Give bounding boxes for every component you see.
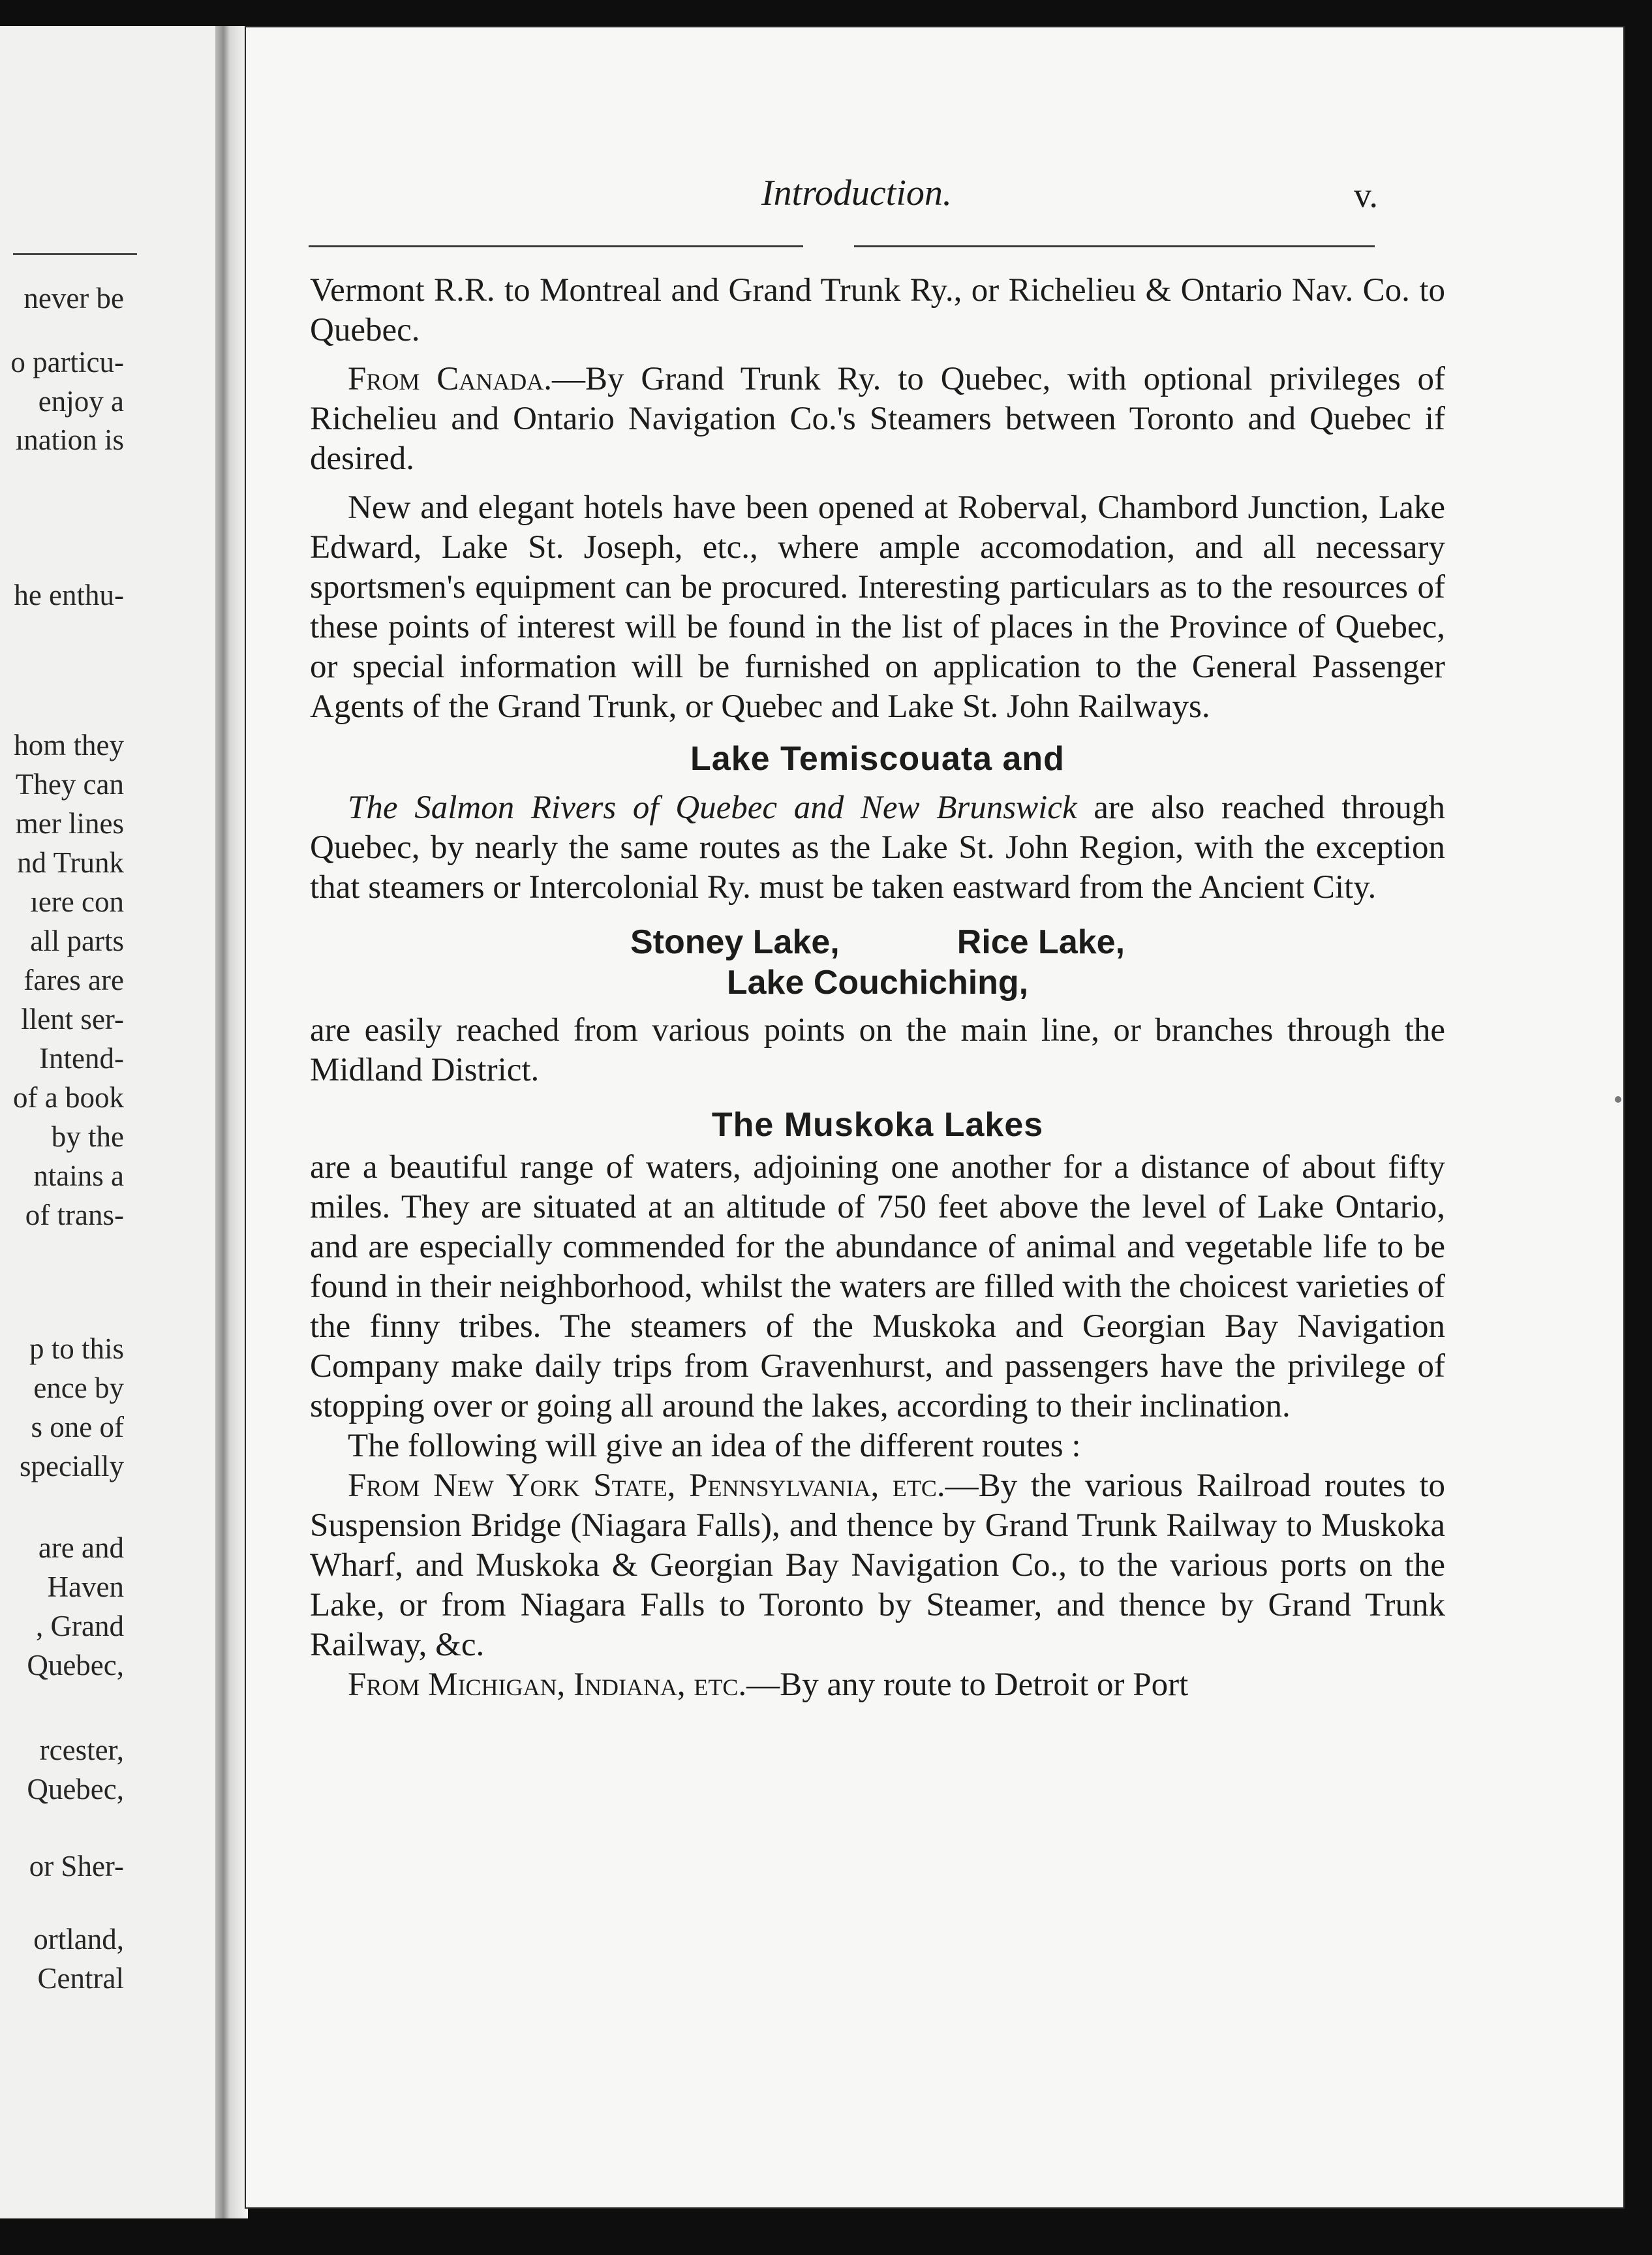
left-page-line: rcester,: [39, 1734, 124, 1766]
route-text-michigan: —By any route to Detroit or Port: [746, 1666, 1189, 1703]
left-page-line: fares are: [23, 964, 124, 996]
heading-muskoka-lakes: The Muskoka Lakes: [711, 1106, 1044, 1144]
left-page-line: Intend-: [39, 1042, 124, 1075]
salmon-rivers-text: are also reached through Quebec, by nearly the same routes as the Lake St. John Region, with the exception that steamers or Intercolonial Ry. must be taken eastward from the Ancient City.: [310, 790, 1445, 906]
left-page-line: specially: [20, 1450, 124, 1482]
heading-stoney-lake: Stoney Lake,: [630, 923, 840, 961]
paragraph-muskoka: are a beautiful range of waters, adjoining one another for a distance of about fifty miles. They are situated at an altitude of 750 feet above the level of Lake Ontario, and are especially commended for the abundance of animal and vegetable life to be found in their neighborhood, whilst the waters are filled with the choicest varieties of the finny tribes. The steamers of the Muskoka and Georgian Bay Navigation Company make daily trips from Gravenhurst, and passengers have the privilege of stopping over or going all around the lakes, according to their inclination.: [310, 1149, 1445, 1424]
left-page-line: or Sher-: [29, 1850, 124, 1882]
left-page-line: hom they: [14, 729, 124, 761]
left-page-line: o particu-: [10, 346, 124, 378]
route-lead-michigan: From Michigan, Indiana, etc.: [348, 1666, 747, 1703]
running-header: Introduction.: [761, 173, 952, 213]
page-number: v.: [1354, 176, 1378, 215]
paragraph-midland: are easily reached from various points on the main line, or branches through the Midland District.: [310, 1012, 1445, 1088]
heading-rice-lake: Rice Lake,: [956, 923, 1125, 961]
left-page-line: llent ser-: [21, 1003, 124, 1035]
left-page-line: ortland,: [33, 1923, 124, 1956]
left-page-line: ntains a: [33, 1159, 124, 1192]
left-page-line: mer lines: [15, 807, 124, 840]
header-rule-left: [309, 245, 803, 247]
print-speck: [1615, 1096, 1621, 1103]
left-page-line: Haven: [47, 1571, 124, 1603]
heading-lakes-row: [310, 922, 1445, 962]
left-page-line: by the: [51, 1120, 124, 1153]
left-page-line: of a book: [13, 1081, 124, 1114]
left-page-line: all parts: [30, 925, 124, 957]
paragraph-vermont: Vermont R.R. to Montreal and Grand Trunk Ry., or Richelieu & Ontario Nav. Co. to Quebec.: [310, 272, 1445, 348]
left-page-line: never be: [23, 282, 124, 314]
paragraph-from-canada: [310, 360, 1445, 479]
route-lead-canada: From Canada: [348, 361, 544, 397]
left-page-line: ıere con: [30, 885, 124, 918]
header-rule-right: [854, 245, 1375, 247]
left-page-line: Quebec,: [27, 1773, 124, 1805]
left-page-line: ence by: [33, 1372, 124, 1404]
route-text-new-york: —By the various Railroad routes to Suspension Bridge (Niagara Falls), and thence by Grand Trunk Railway to Muskoka Wharf, and Muskoka & Georgian Bay Navigation Co., to the various ports on the Lake, or from Niagara Falls to Toronto by Steamer, and thence by Grand Trunk Railway, &c.: [310, 1467, 1445, 1663]
left-page-line: nd Trunk: [17, 846, 124, 879]
left-page-line: , Grand: [36, 1610, 124, 1642]
left-page-line: p to this: [29, 1332, 124, 1365]
paragraph-routes-intro: The following will give an idea of the different routes :: [348, 1428, 1081, 1464]
heading-lake-couchiching: Lake Couchiching,: [726, 964, 1029, 1002]
route-lead-new-york: From New York State, Pennsylvania, etc.: [348, 1467, 945, 1504]
left-page-line: are and: [38, 1531, 124, 1564]
left-page-line: ınation is: [15, 423, 124, 456]
left-page-line: enjoy a: [38, 385, 124, 418]
page-body: [310, 271, 1445, 1705]
left-page-line: Quebec,: [27, 1649, 124, 1681]
book-page: [245, 26, 1625, 2209]
route-text-canada: .—By Grand Trunk Ry. to Quebec, with optional privileges of Richelieu and Ontario Navigation Co.'s Steamers between Toronto and Quebec if desired.: [310, 361, 1446, 477]
left-page-line: s one of: [31, 1411, 124, 1443]
left-page-text: [0, 26, 196, 2218]
heading-lake-temiscouata: Lake Temiscouata and: [690, 740, 1065, 778]
paragraph-from-new-york: [310, 1466, 1445, 1665]
paragraph-hotels: New and elegant hotels have been opened at Roberval, Chambord Junction, Lake Edward, Lake St. Joseph, etc., where ample accomodation, and all necessary sportsmen's equipment can be procured. Interesting particulars as to the resources of these points of interest will be found in the list of places in the Province of Quebec, or special information will be furnished on application to the General Passenger Agents of the Grand Trunk, or Quebec and Lake St. John Railways.: [310, 489, 1445, 725]
previous-page-fragment: [0, 26, 215, 2218]
left-page-line: Central: [37, 1962, 124, 1995]
salmon-rivers-title: The Salmon Rivers of Quebec and New Brunswick: [348, 790, 1077, 826]
paragraph-from-michigan: [310, 1665, 1445, 1705]
left-page-line: They can: [15, 768, 124, 801]
left-page-line: he enthu-: [14, 579, 124, 611]
page-gutter: [215, 26, 248, 2218]
paragraph-salmon-rivers: [310, 788, 1445, 908]
left-page-line: of trans-: [25, 1199, 124, 1231]
